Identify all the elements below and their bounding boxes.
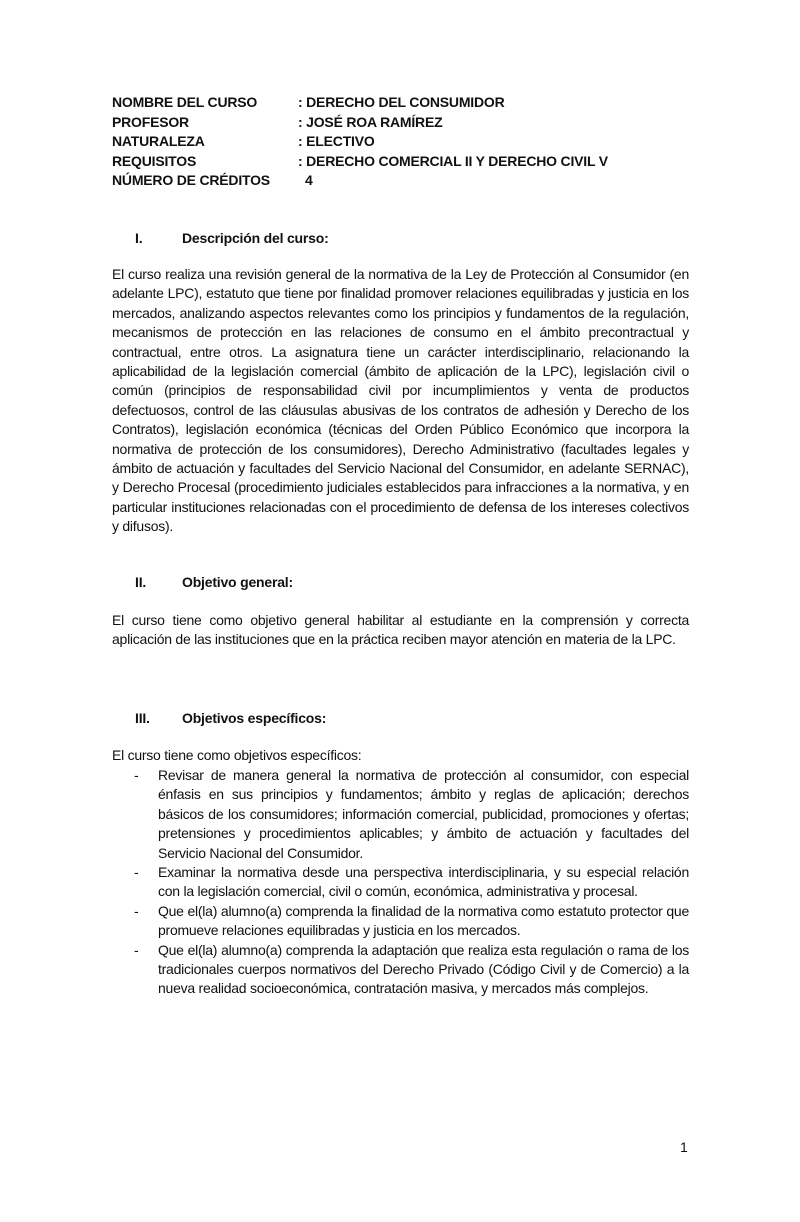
meta-label: REQUISITOS [112,152,197,169]
specific-objectives-intro: El curso tiene como objetivos específicos: [112,747,362,763]
meta-row-requirements [112,152,692,172]
bullet-dash: - [134,864,139,881]
meta-row-credits [112,171,692,191]
meta-label: NATURALEZA [112,133,205,149]
list-item-text: Que el(la) alumno(a) comprenda la finalidad de la normativa como estatuto protector que promueve relaciones equilibradas y justicia en los mercados. [158,902,689,939]
section-heading-description [135,229,329,248]
meta-label: NOMBRE DEL CURSO [112,94,258,110]
list-item [112,863,689,902]
meta-value: : DERECHO DEL CONSUMIDOR [298,94,505,110]
meta-label: PROFESOR [112,113,189,130]
meta-row-course-name [112,93,692,113]
bullet-dash: - [134,902,139,919]
bullet-dash: - [134,941,139,958]
meta-value: 4 [305,172,313,188]
section-heading-general-objective [135,573,293,592]
course-metadata [112,93,692,191]
section-title: Objetivo general: [182,574,293,590]
list-item-text: Examinar la normativa desde una perspectiva interdisciplinaria, y su especial relación con la legislación comercial, civil o común, económica, administrativa y procesal. [158,864,689,900]
meta-row-nature [112,132,692,152]
list-item-text: Revisar de manera general la normativa de protección al consumidor, con especial énfasis en sus principios y fundamentos; ámbito y reglas de aplicación; derechos básicos de los consumidores; información comercial, publicidad, promociones y ofertas; pretensiones y procedimientos aplicables; y ámbito de actuación y facultades del Servicio Nacional del Consumidor. [158,767,689,861]
list-item [112,941,689,999]
meta-row-professor [112,113,692,133]
description-paragraph: El curso realiza una revisión general de la normativa de la Ley de Protección al Consumidor (en adelante LPC), estatuto que tiene por finalidad promover relaciones equilibradas y justicia en los mercados, analizando aspectos relevantes como los principios y fundamentos de la regulación, mecanismos de protección en las relaciones de consumo en el ámbito precontractual y contractual, entre otros. La asignatura tiene un carácter interdisciplinario, relacionando la aplicabilidad de la legislación comercial (ámbito de aplicación de la LPC), legislación civil o común (principios de responsabilidad civil por incumplimientos y venta de productos defectuosos, control de las cláusulas abusivas de los contratos de adhesión y Derecho de los Contratos), legislación económica (técnicas del Orden Público Económico que incorpora la normativa de protección de los consumidores), Derecho Administrativo (facultades legales y ámbito de actuación y facultades del Servicio Nacional del Consumidor, en adelante SERNAC), y Derecho Procesal (procedimiento judiciales establecidos para infracciones a la normativa, y en particular instituciones relacionadas con el procedimiento de defensa de los intereses colectivos y difusos). [112,266,689,535]
section-number: II. [135,574,147,590]
list-item [112,902,689,941]
list-item-text: Que el(la) alumno(a) comprenda la adaptación que realiza esta regulación o rama de los tradicionales cuerpos normativos del Derecho Privado (Código Civil y de Comercio) a la nueva realidad socioeconómica, contratación masiva, y mercados más complejos. [158,941,689,997]
meta-label: NÚMERO DE CRÉDITOS [112,172,270,188]
section-title: Descripción del curso: [182,230,329,246]
section-number: I. [135,230,143,246]
general-objective-paragraph: El curso tiene como objetivo general habilitar al estudiante en la comprensión y correcta aplicación de las instituciones que en la práctica reciben mayor atención en materia de la LPC. [112,612,689,648]
meta-value: : DERECHO COMERCIAL II Y DERECHO CIVIL V [298,152,608,169]
section-title: Objetivos específicos: [182,710,327,726]
section-heading-specific-objectives [135,709,326,728]
meta-value: : ELECTIVO [298,133,375,149]
section-number: III. [135,710,150,726]
page-number: 1 [680,1139,688,1155]
meta-value: : JOSÉ ROA RAMÍREZ [298,113,443,130]
specific-objectives-list [112,766,689,999]
bullet-dash: - [134,767,139,783]
list-item [112,766,689,863]
